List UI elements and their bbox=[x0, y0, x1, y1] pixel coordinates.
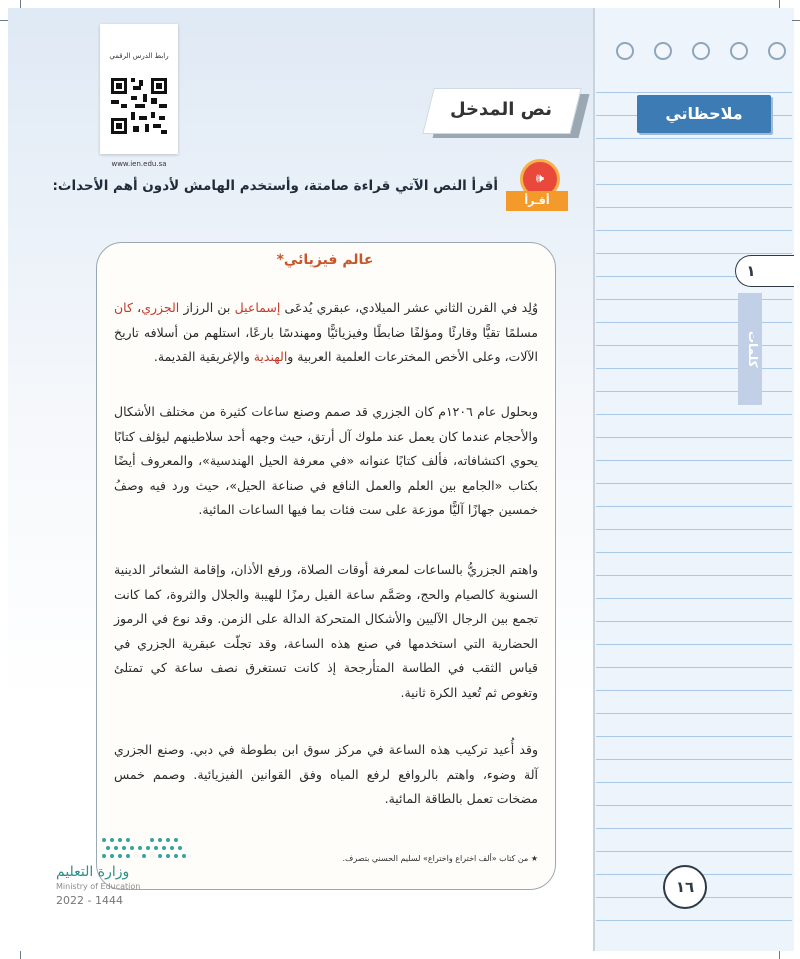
binder-hole bbox=[654, 42, 672, 60]
ruled-line bbox=[596, 506, 792, 507]
p1-word-kan: كان bbox=[114, 300, 133, 315]
ruled-line bbox=[596, 851, 792, 852]
ruled-line bbox=[596, 345, 792, 346]
ruled-line bbox=[596, 322, 792, 323]
article-paragraph-2: وبحلول عام ١٢٠٦م كان الجزري قد صمم وصنع ساعات كثيرة من مختلف الأشكال والأحجام عندما كان يعمل عند ملوك آل أرتق، حيث وجهه أحد سلاطينهم ليؤلف كتابًا يحوي اكتشافاته، فألف كتابًا عنوانه «في معرفة الحيل الهندسية»، والمعروف أيضًا بكتاب «الجامع بين العلم والعمل النافع في صناعة الحيل»، حيث ورد فيه وصفُ خمسين جهازًا آليًّا موزعة على ست فئات بما فيها الساعات المائية. bbox=[114, 404, 538, 518]
ruled-line bbox=[596, 828, 792, 829]
crop-mark bbox=[779, 951, 780, 959]
p1-text-c: ، bbox=[132, 300, 142, 315]
binder-hole bbox=[730, 42, 748, 60]
p1-text-d: مسلمًا تقيًّا وقارئًا ومؤلفًا ضابطًا وفيزيائيًّا ومهندسًا بارعًا، استلهم من أسلافه تاريخ الآلات، وعلى الأخص المخترعات العلمية العربية و bbox=[114, 324, 538, 365]
p1-text-e: والإغريقية القديمة. bbox=[153, 349, 254, 365]
crop-mark bbox=[779, 0, 780, 8]
notes-tab bbox=[637, 95, 771, 133]
p1-text-a: وُلِد في القرن الثاني عشر الميلادي، عبقري يُدعَى bbox=[280, 300, 538, 315]
ruled-line bbox=[596, 207, 792, 208]
p1-word-hindiya: الهندية bbox=[253, 349, 288, 365]
article-paragraph-4: وقد أُعيد تركيب هذه الساعة في مركز سوق ابن بطوطة في دبي. وصنع الجزري آلة وضوء، واهتم بالروافع لرفع المياه وفق القوانين الفيزيائية. وصمم خمس مضخات تعمل بالطاقة المائية. bbox=[114, 742, 538, 807]
page-number: ١٦ bbox=[663, 865, 707, 909]
notes-margin bbox=[593, 8, 794, 951]
speaker-icon: 🕪 bbox=[535, 171, 545, 186]
ruled-line bbox=[596, 414, 792, 415]
ruled-line bbox=[596, 368, 792, 369]
ruled-line bbox=[596, 644, 792, 645]
binder-hole bbox=[692, 42, 710, 60]
read-badge bbox=[506, 155, 572, 215]
ruled-line bbox=[596, 552, 792, 553]
edition-year: 2022 - 1444 bbox=[56, 894, 123, 907]
crop-mark bbox=[0, 20, 8, 21]
ministry-logo bbox=[56, 834, 166, 934]
footnote: ★ من كتاب «ألف اختراع واختراع» لسليم الحسني بتصرف. bbox=[342, 854, 538, 863]
ruled-line bbox=[596, 391, 792, 392]
ministry-dots-icon bbox=[100, 834, 192, 860]
ruled-line bbox=[596, 782, 792, 783]
read-label: أقـرأ bbox=[506, 191, 568, 211]
ruled-line bbox=[596, 805, 792, 806]
reading-instruction: أقرأ النص الآتي قراءة صامتة، وأستخدم الهامش لأدون أهم الأحداث: bbox=[52, 178, 498, 194]
notes-title: ملاحظاتي bbox=[665, 104, 743, 123]
ruled-line bbox=[596, 161, 792, 162]
ruled-line bbox=[596, 667, 792, 668]
article-title-text: عالم فيزيائي bbox=[283, 252, 374, 268]
ruled-line bbox=[596, 713, 792, 714]
ruled-line bbox=[596, 299, 792, 300]
ruled-line bbox=[596, 598, 792, 599]
qr-url[interactable]: www.ien.edu.sa bbox=[111, 160, 167, 168]
p1-name-ismail: إسماعيل bbox=[234, 300, 281, 315]
footnote-star-mark: * bbox=[276, 252, 284, 268]
ruled-line bbox=[596, 483, 792, 484]
margin-number: ١ bbox=[746, 262, 756, 280]
ruled-line bbox=[596, 759, 792, 760]
ruled-line bbox=[596, 437, 792, 438]
p1-name-jazari: الجزري bbox=[141, 300, 180, 315]
margin-side-label bbox=[738, 293, 762, 405]
ruled-line bbox=[596, 253, 792, 254]
section-ribbon bbox=[428, 88, 580, 136]
digital-lesson-qr-card[interactable] bbox=[100, 24, 178, 168]
ruled-line bbox=[596, 460, 792, 461]
crop-mark bbox=[20, 0, 21, 8]
article-title bbox=[96, 252, 554, 268]
p1-text-b: بن الرزاز bbox=[179, 300, 235, 315]
ruled-line bbox=[596, 92, 792, 93]
ministry-name-ar: وزارة التعليم bbox=[56, 864, 130, 880]
section-title: نص المدخل bbox=[449, 99, 552, 120]
article-paragraph-1 bbox=[114, 296, 538, 370]
crop-mark bbox=[20, 951, 21, 959]
margin-side-label-text: كلمات bbox=[746, 330, 760, 368]
binder-holes bbox=[612, 42, 792, 66]
article-paragraph-3: واهتم الجزريُّ بالساعات لمعرفة أوقات الصلاة، ورفع الأذان، وإقامة الشعائر الدينية السنوية كالصيام والحج، وصَمَّم ساعة الفيل رمزًا للهيبة والجلال والثروة، كما كانت تجمع بين الرجال الآليين والأشكال المتحركة الدالة على الزمن. وقد نوع في الرموز الحضارية التي استخدمها في صنع هذه الساعة، وقد تجلّت عبقرية الجزري في قياس الثقب في الطاسة المتأرجحة إذ كانت تستغرق نصف ساعة كي تمتلئ وتغوص ثم تُعيد الكرة ثانية. bbox=[114, 562, 538, 700]
ruled-line bbox=[596, 690, 792, 691]
ruled-line bbox=[596, 736, 792, 737]
ruled-line bbox=[596, 184, 792, 185]
qr-code-icon[interactable] bbox=[109, 76, 169, 136]
ruled-line bbox=[596, 575, 792, 576]
ruled-line bbox=[596, 138, 792, 139]
ruled-line bbox=[596, 621, 792, 622]
binder-hole bbox=[768, 42, 786, 60]
ministry-name-en: Ministry of Education bbox=[56, 882, 141, 891]
ruled-line bbox=[596, 529, 792, 530]
binder-hole bbox=[616, 42, 634, 60]
ruled-line bbox=[596, 230, 792, 231]
crop-mark bbox=[792, 20, 800, 21]
ruled-line bbox=[596, 920, 792, 921]
qr-caption: رابط الدرس الرقمي bbox=[109, 52, 169, 60]
margin-number-box bbox=[735, 255, 794, 287]
